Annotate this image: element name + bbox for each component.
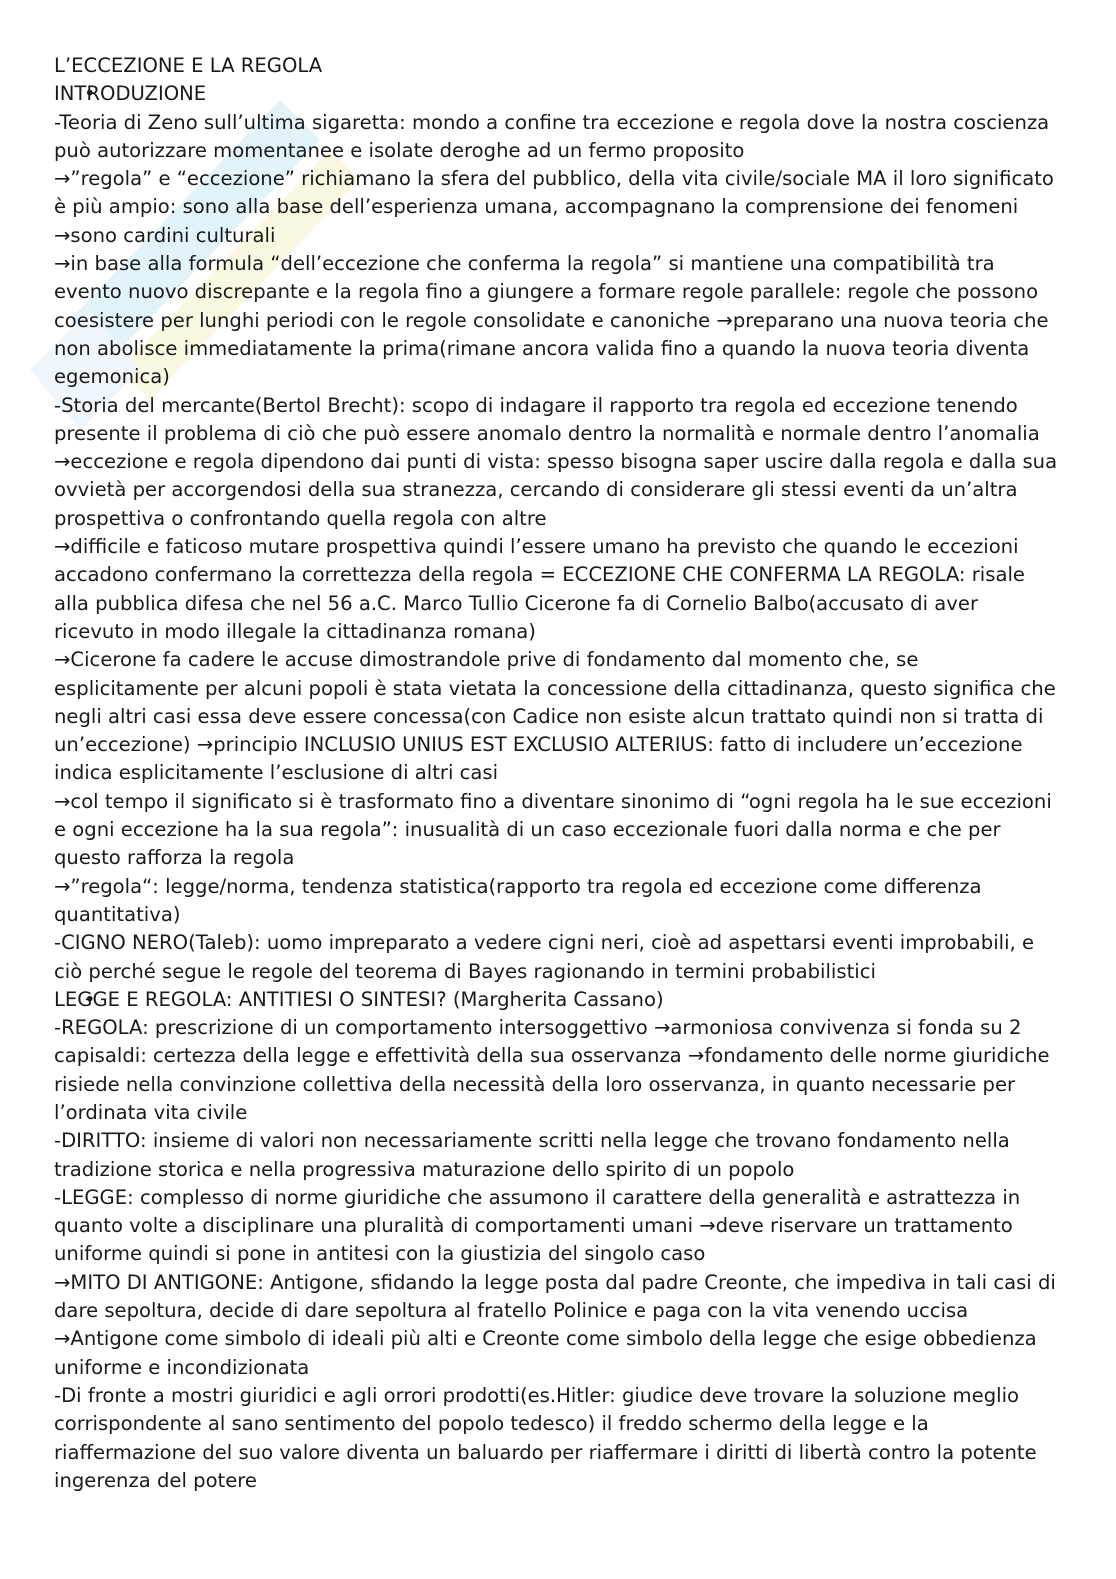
section-heading-introduzione: • INTRODUZIONE bbox=[54, 80, 1064, 108]
paragraph: -Di fronte a mostri giuridici e agli orrori prodotti(es.Hitler: giudice deve trovare la soluzione meglio corrispondente al sano sentimento del popolo tedesco) il freddo schermo della legge e la riaffermazione del suo valore diventa un baluardo per riaffermare i diritti di libertà contro la potente ingerenza del potere bbox=[54, 1383, 1037, 1492]
document-body bbox=[54, 52, 1064, 1495]
paragraph: -Storia del mercante(Bertol Brecht): scopo di indagare il rapporto tra regola ed eccezione tenendo presente il problema di ciò che può essere anomalo dentro la normalità e normale dentro l’anomalia →eccezione e regola dipendono dai punti di vista: spesso bisogna saper uscire dalla regola e dalla sua ovvietà per accorgendosi della sua stranezza, cercando di considerare gli stessi eventi da un’altra prospettiva o confrontando quella regola con altre bbox=[54, 393, 1058, 530]
paragraph: →col tempo il significato si è trasformato fino a diventare sinonimo di “ogni regola ha le sue eccezioni e ogni eccezione ha la sua regola”: inusualità di un caso eccezionale fuori dalla norma e che per questo rafforza la regola bbox=[54, 789, 1052, 870]
paragraph: -DIRITTO: insieme di valori non necessariamente scritti nella legge che trovano fondamento nella tradizione storica e nella progressiva maturazione dello spirito di un popolo bbox=[54, 1129, 1010, 1181]
section-heading-legge-e-regola: • LEGGE E REGOLA: ANTITIESI O SINTESI? (Margherita Cassano) bbox=[54, 986, 1064, 1014]
document-title: L’ECCEZIONE E LA REGOLA bbox=[54, 54, 323, 77]
paragraph: -LEGGE: complesso di norme giuridiche che assumono il carattere della generalità e astrattezza in quanto volte a disciplinare una pluralità di comportamenti umani →deve riservare un trattamento uniforme quindi si pone in antitesi con la giustizia del singolo caso bbox=[54, 1185, 1021, 1266]
paragraph: →Cicerone fa cadere le accuse dimostrandole prive di fondamento dal momento che, se esplicitamente per alcuni popoli è stata vietata la concessione della cittadinanza, questo significa che negli altri casi essa deve essere concessa(con Cadice non esiste alcun trattato quindi non si tratta di un’eccezione) →principio INCLUSIO UNIUS EST EXCLUSIO ALTERIUS: fatto di includere un’eccezione indica esplicitamente l’esclusione di altri casi bbox=[54, 648, 1056, 785]
paragraph: →”regola“: legge/norma, tendenza statistica(rapporto tra regola ed eccezione come differenza quantitativa) bbox=[54, 874, 982, 926]
paragraph: →MITO DI ANTIGONE: Antigone, sfidando la legge posta dal padre Creonte, che impediva in tali casi di dare sepoltura, decide di dare sepoltura al fratello Polinice e paga con la vita venendo uccisa →Antigone come simbolo di ideali più alti e Creonte come simbolo della legge che esige obbedienza uniforme e incondizionata bbox=[54, 1270, 1056, 1379]
paragraph: -Teoria di Zeno sull’ultima sigaretta: mondo a confine tra eccezione e regola dove la nostra coscienza può autorizzare momentanee e isolate deroghe ad un fermo proposito bbox=[54, 110, 1050, 162]
paragraph: -REGOLA: prescrizione di un comportamento intersoggettivo →armoniosa convivenza si fonda su 2 capisaldi: certezza della legge e effettività della sua osservanza →fondamento delle norme giuridiche risiede nella convinzione collettiva della necessità della loro osservanza, in quanto necessarie per l’ordinata vita civile bbox=[54, 1016, 1050, 1124]
paragraph: →difficile e faticoso mutare prospettiva quindi l’essere umano ha previsto che quando le eccezioni accadono confermano la correttezza della regola = ECCEZIONE CHE CONFERMA LA REGOLA: risale alla pubblica difesa che nel 56 a.C. Marco Tullio Cicerone fa di Cornelio Balbo(accusato di aver ricevuto in modo illegale la cittadinanza romana) bbox=[54, 535, 1025, 643]
paragraph: →in base alla formula “dell’eccezione che conferma la regola” si mantiene una compatibilità tra evento nuovo discrepante e la regola fino a giungere a formare regole parallele: regole che possono coesistere per lunghi periodi con le regole consolidate e canoniche →preparano una nuova teoria che non abolisce immediatamente la prima(rimane ancora valida fino a quando la nuova teoria diventa egemonica) bbox=[54, 252, 1049, 389]
paragraph: →”regola” e “eccezione” richiamano la sfera del pubblico, della vita civile/sociale MA il loro significato è più ampio: sono alla base dell’esperienza umana, accompagnano la comprensione dei fenomeni →sono cardini culturali bbox=[54, 167, 1054, 247]
paragraph: -CIGNO NERO(Taleb): uomo impreparato a vedere cigni neri, cioè ad aspettarsi eventi improbabili, e ciò perché segue le regole del teorema di Bayes ragionando in termini probabilistici bbox=[54, 931, 1035, 983]
